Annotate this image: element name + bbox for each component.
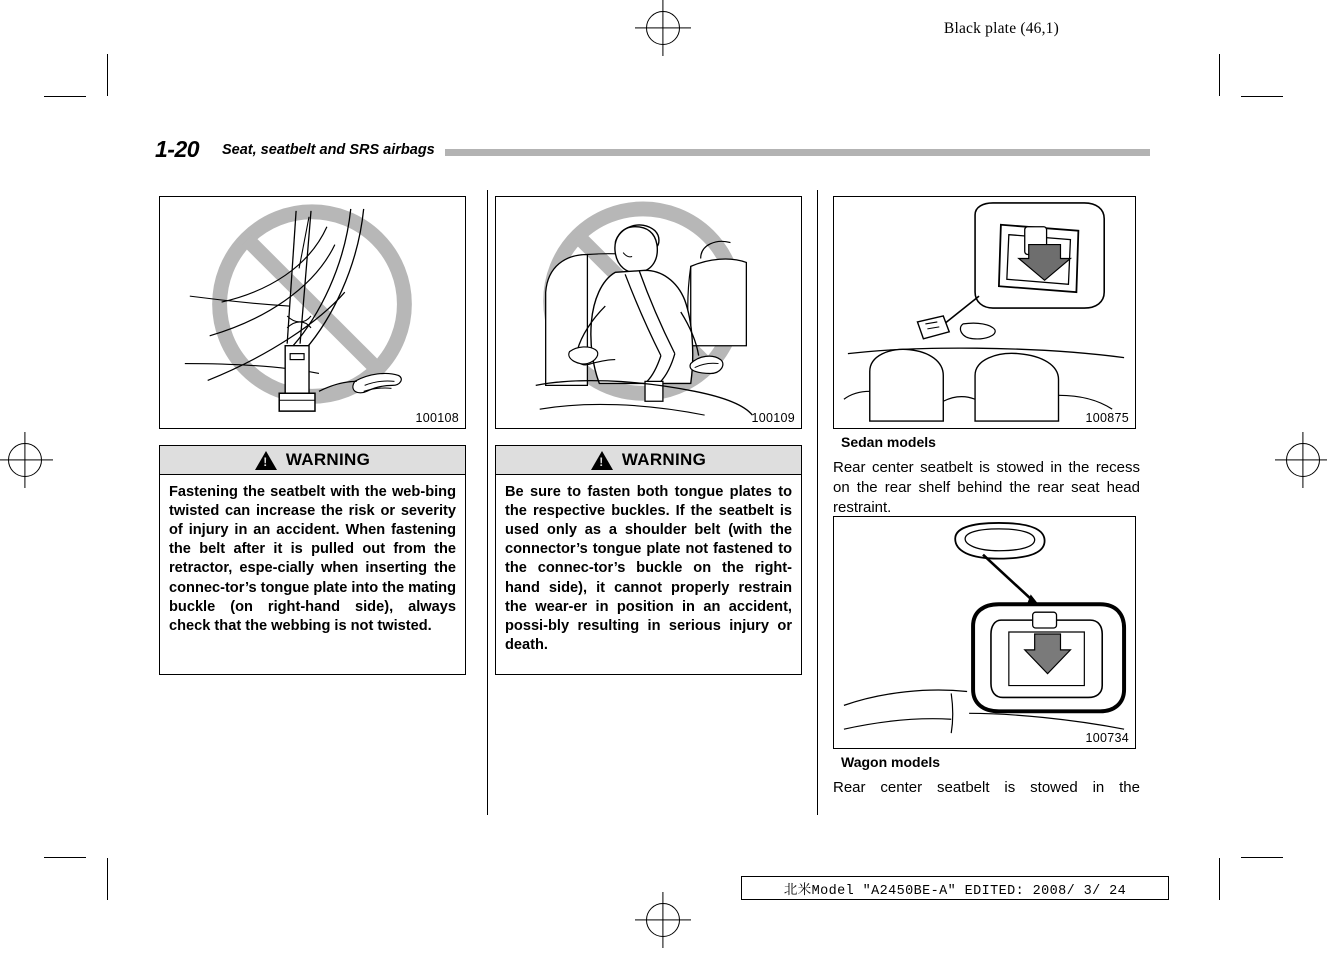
shoulder-belt-only-illustration [496,197,801,428]
crop-mark-bottom-right-vertical [1219,858,1220,900]
figure-sedan-rear-center-belt-stowage [833,196,1136,429]
figure-id-100875: 100875 [1085,411,1129,425]
header-rule [445,149,1150,156]
figure-twisted-webbing-prohibited [159,196,466,429]
warning-body-1: Fastening the seatbelt with the web-bing twisted can increase the risk or severity of injury in an accident. When fastening the belt after it is pulled out from the retractor, espe-cially when inserting the connec-tor’s tongue plate into the mating buckle (on right-hand side), always check that the webbing is not twisted. [159,475,466,675]
sedan-models-text: Rear center seatbelt is stowed in the recess on the rear shelf behind the rear seat head restraint. [833,459,1140,516]
sedan-stowage-illustration [834,197,1135,428]
registration-mark-bottom [646,903,680,937]
figure-shoulder-belt-only-prohibited [495,196,802,429]
registration-mark-left [8,443,42,477]
twisted-webbing-illustration [160,197,465,428]
sedan-models-label: Sedan models [841,434,936,450]
crop-mark-bottom-left-vertical [107,858,108,900]
crop-mark-top-right-vertical [1219,54,1220,96]
wagon-models-text: Rear center seatbelt is stowed in the [833,779,1140,796]
warning-triangle-icon [255,451,277,470]
warning-header-2 [495,445,802,475]
column-separator-2 [817,190,818,815]
crop-mark-top-right-horizontal [1241,96,1283,97]
registration-mark-right [1286,443,1320,477]
chapter-title: Seat, seatbelt and SRS airbags [222,142,435,158]
wagon-models-label: Wagon models [841,754,941,770]
footer-edition-text: 北米Model ″A2450BE-A″ EDITED: 2008/ 3/ 24 [783,883,1127,899]
figure-wagon-rear-center-belt-stowage [833,516,1136,749]
figure-id-100108: 100108 [415,411,459,425]
page-header [155,136,1150,166]
wagon-stowage-illustration [834,517,1135,748]
warning-title-2: WARNING [621,450,707,469]
figure-id-100109: 100109 [751,411,795,425]
warning-title-1: WARNING [285,450,371,469]
page-number: 1-20 [155,136,200,162]
column-separator-1 [487,190,488,815]
crop-mark-bottom-right-horizontal [1241,857,1283,858]
warning-triangle-icon [591,451,613,470]
black-plate-label: Black plate (46,1) [943,20,1059,37]
footer-edition-box [741,876,1169,900]
registration-mark-top [646,11,680,45]
crop-mark-bottom-left-horizontal [44,857,86,858]
figure-id-100734: 100734 [1085,731,1129,745]
crop-mark-top-left-vertical [107,54,108,96]
warning-body-2: Be sure to fasten both tongue plates to the respective buckles. If the seatbelt is used only as a shoulder belt (with the connector’s tongue plate not fastened to the connec-tor’s buckle on the right-hand side), it cannot properly restrain the wear-er in position in an accident, possi-bly resulting in serious injury or death. [495,475,802,675]
warning-header-1 [159,445,466,475]
crop-mark-top-left-horizontal [44,96,86,97]
